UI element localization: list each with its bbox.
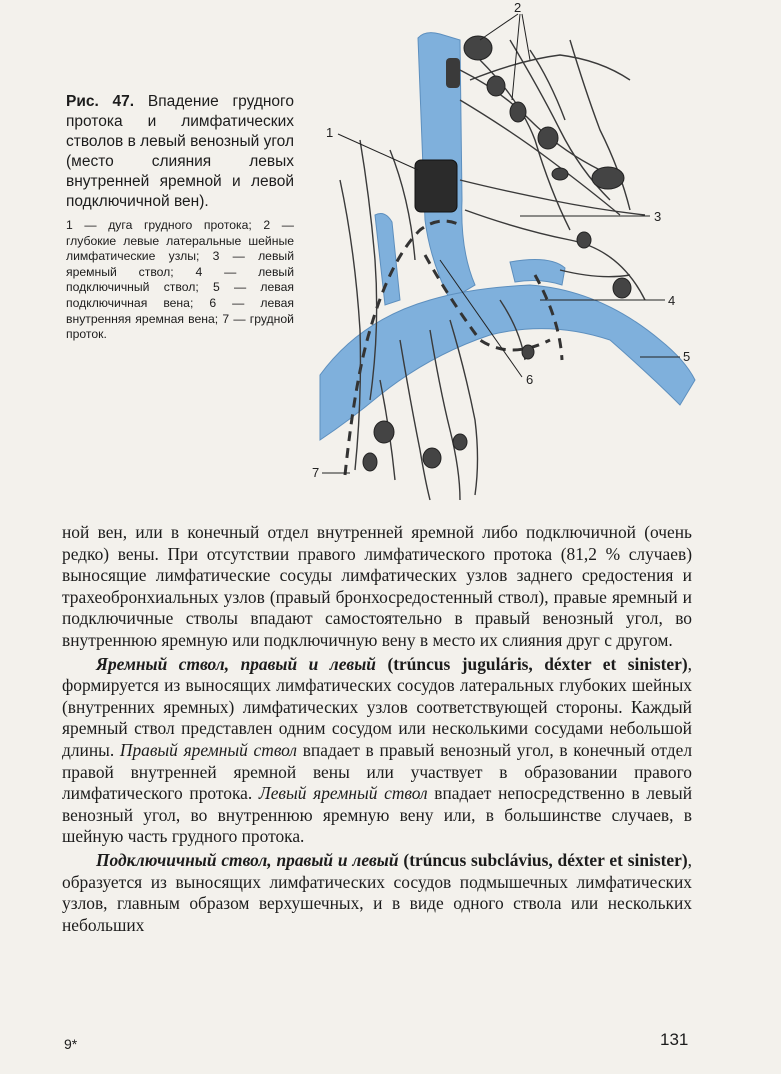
figure-caption — [66, 92, 294, 343]
callout-2: 2 — [514, 0, 522, 15]
latin-jugular-trunk: (trúncus juguláris, déxter et sinister) — [387, 653, 688, 674]
callout-5: 5 — [683, 349, 691, 364]
lymph-node — [423, 448, 441, 468]
duct-upper — [446, 58, 460, 88]
lymph-node — [552, 168, 568, 180]
lymph-node — [363, 453, 377, 471]
lymph-node — [613, 278, 631, 298]
lymph-node — [522, 345, 534, 359]
lymph-nodes — [363, 36, 631, 471]
body-text — [62, 522, 692, 936]
paragraph-2-text-a: , формируется из выносящих лимфатических сосудов латеральных глубоких шейных (внутренних яремных) лимфатических узлов соответствующей стороны. Каждый яремный ствол представлен одним сосудом или несколькими сосудами небольшой длины. — [62, 653, 693, 760]
callout-1: 1 — [326, 125, 334, 140]
lymph-node — [592, 167, 624, 189]
right-jugular-trunk: Правый яремный ствол — [119, 739, 297, 760]
callout-7: 7 — [312, 465, 320, 480]
anatomical-illustration — [300, 0, 710, 520]
callout-6: 6 — [526, 372, 534, 387]
caption-legend: 1 — дуга грудного протока; 2 — глубокие левые латеральные шейные лимфатические узлы; 3 — левый яремный ствол; 4 — левый подключичный ствол; 5 — левая подключичная вена; 6 — левая внутренняя яремная вена; 7 — грудной проток. — [66, 218, 294, 342]
lymph-node — [464, 36, 492, 60]
paragraph-2 — [62, 654, 692, 848]
paragraph-3 — [62, 850, 692, 936]
caption-text: Впадение грудного протока и лимфатических стволов в левый венозный угол (место слияния левых внутренней яремной и левой подключичной вен). — [66, 93, 294, 210]
lymph-node — [487, 76, 505, 96]
veins — [320, 33, 695, 440]
illustration-svg — [300, 0, 710, 520]
callout-4: 4 — [668, 293, 676, 308]
latin-subclavian-trunk: (trúncus subclávius, déxter et sinister) — [403, 849, 688, 870]
branch-vein — [375, 214, 400, 305]
paragraph-3-text-a: , образуется из выносящих лимфатических сосудов подмышечных лимфатических узлов, главным образом верхушечных, и в виде одного ствола или нескольких небольших — [62, 849, 692, 935]
callout-3: 3 — [654, 209, 662, 224]
left-jugular-trunk: Левый яремный ствол — [258, 783, 428, 804]
lymph-node — [510, 102, 526, 122]
page-number: 131 — [660, 1030, 689, 1049]
paragraph-1: ной вен, или в конечный отдел внутренней яремной либо подключичной (очень редко) вены. При отсутствии правого лимфатического протока (81,2 % случаев) выносящие лимфатические сосуды лимфатических узлов заднего средостения и трахеобронхиальных узлов (правый бронхосредостенный ствол), правые яремный и подключичные стволы впадают самостоятельно в правый венозный угол, во внутреннюю яремную или подключичную вену в место их слияния друг с другом. — [62, 522, 692, 650]
paragraph-2-text-b: впадает в правый венозный угол, в конечный отдел правой внутренней яремной вены или участвует в образовании правого лимфатического протока. — [62, 739, 692, 804]
caption-label: Рис. 47. — [66, 93, 135, 110]
lymph-node — [538, 127, 558, 149]
lymph-node — [374, 421, 394, 443]
term-jugular-trunk: Яремный ствол, правый и левый — [96, 653, 376, 674]
signature-mark: 9* — [64, 1036, 78, 1052]
caption-title — [66, 92, 294, 212]
lymph-node — [577, 232, 591, 248]
paragraph-2-text-c: впадает непосредственно в левый венозный угол, во внутреннюю яремную вену или, в большинстве случаев, в шейную часть грудного протока. — [62, 783, 693, 847]
term-subclavian-trunk: Подключичный ствол, правый и левый — [96, 849, 399, 870]
lymph-node — [453, 434, 467, 450]
duct-arch — [415, 160, 457, 212]
